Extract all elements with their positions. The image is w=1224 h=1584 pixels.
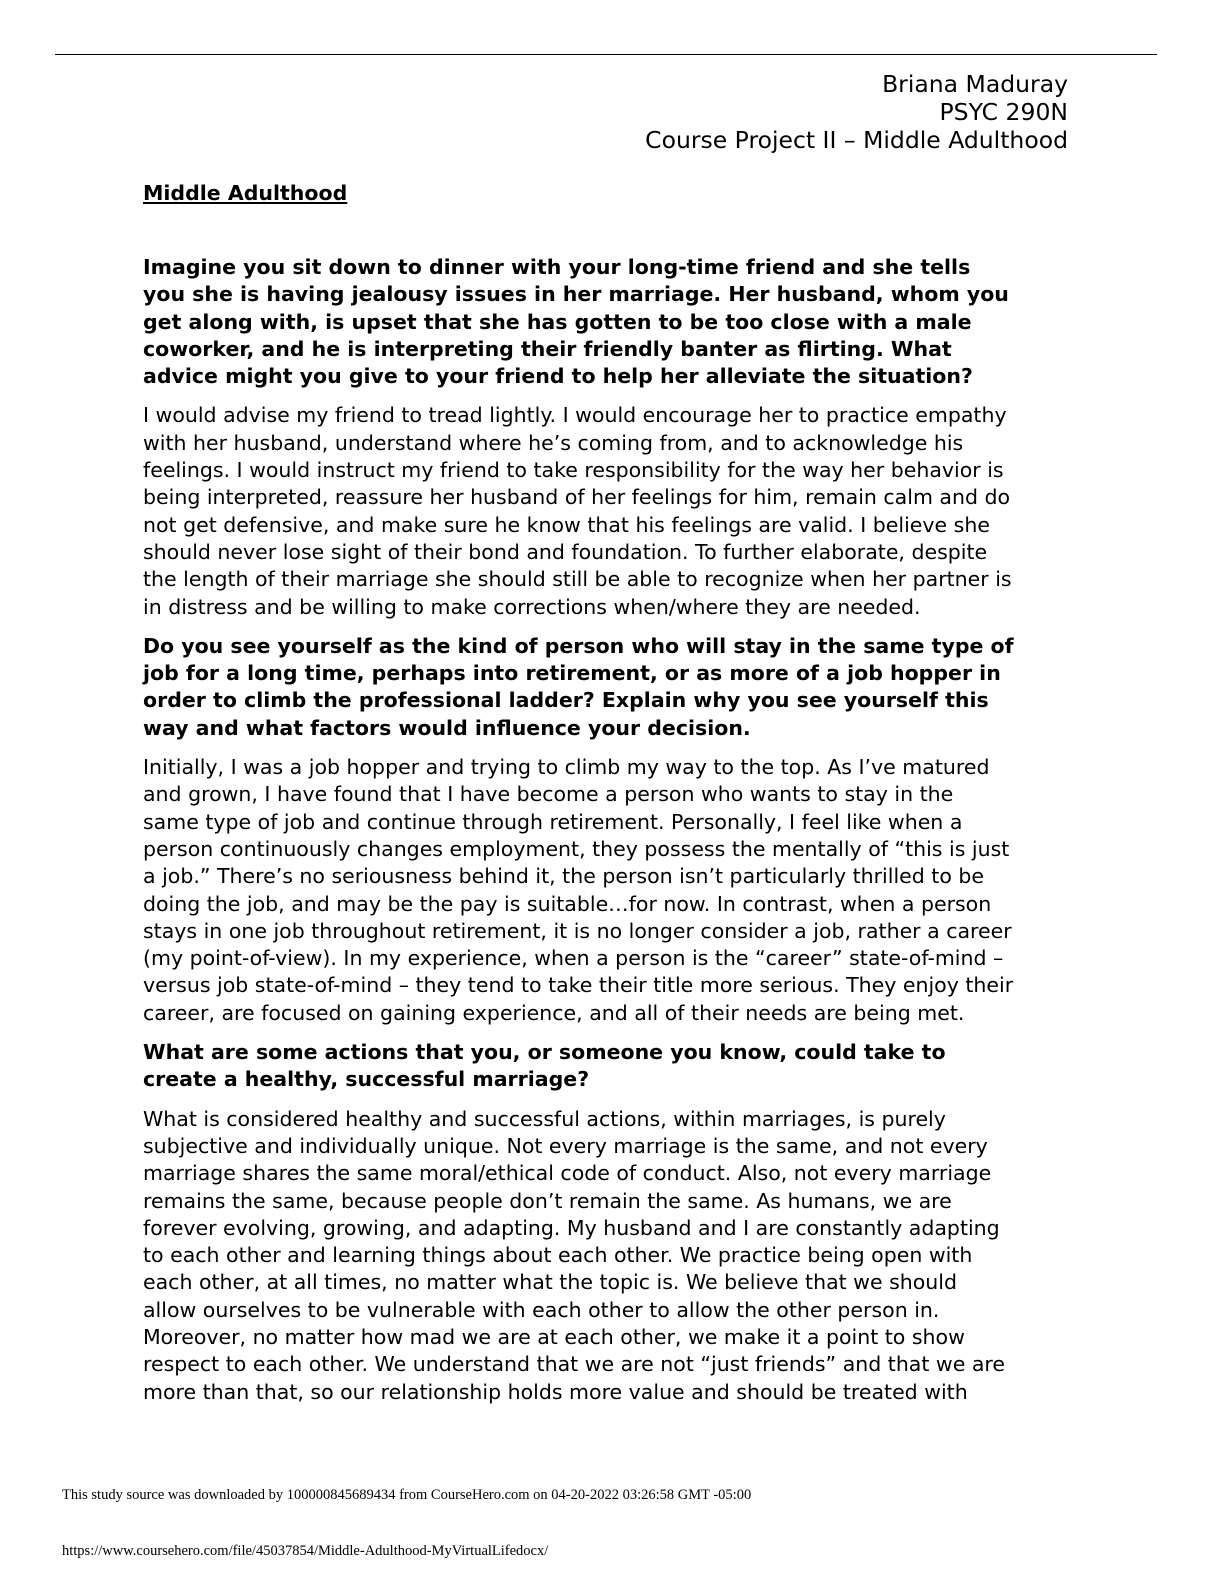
- answer-line: Moreover, no matter how mad we are at each other, we make it a point to show: [143, 1324, 965, 1349]
- answer-3: [143, 1106, 1073, 1406]
- answer-line: respect to each other. We understand that we are not “just friends” and that we are: [143, 1352, 1005, 1377]
- answer-line: person continuously changes employment, they possess the mentally of “this is just: [143, 836, 1010, 861]
- source-url-link[interactable]: https://www.coursehero.com/file/45037854/Middle-Adulthood-MyVirtualLifedocx/: [62, 1543, 549, 1559]
- question-line: way and what factors would influence your decision.: [143, 715, 751, 740]
- answer-line: remains the same, because people don’t remain the same. As humans, we are: [143, 1188, 952, 1213]
- answer-line: same type of job and continue through retirement. Personally, I feel like when a: [143, 809, 963, 834]
- question-line: get along with, is upset that she has gotten to be too close with a male: [143, 309, 972, 334]
- answer-line: (my point-of-view). In my experience, when a person is the “career” state-of-mind –: [143, 946, 1004, 971]
- answer-line: doing the job, and may be the pay is suitable…for now. In contrast, when a person: [143, 891, 992, 916]
- answer-line: allow ourselves to be vulnerable with each other to allow the other person in.: [143, 1297, 940, 1322]
- answer-line: to each other and learning things about each other. We practice being open with: [143, 1243, 973, 1268]
- section-title: Middle Adulthood: [143, 181, 348, 205]
- answer-line: a job.” There’s no seriousness behind it, the person isn’t particularly thrilled to be: [143, 864, 985, 889]
- answer-line: with her husband, understand where he’s coming from, and to acknowledge his: [143, 430, 964, 455]
- answer-line: I would advise my friend to tread lightly. I would encourage her to practice empathy: [143, 403, 1007, 428]
- answer-line: marriage shares the same moral/ethical code of conduct. Also, not every marriage: [143, 1161, 992, 1186]
- answer-line: each other, at all times, no matter what the topic is. We believe that we should: [143, 1270, 957, 1295]
- document-header: [645, 70, 1068, 154]
- answer-line: being interpreted, reassure her husband of her feelings for him, remain calm and do: [143, 485, 1011, 510]
- question-line: Do you see yourself as the kind of person who will stay in the same type of: [143, 633, 1014, 658]
- answer-line: subjective and individually unique. Not every marriage is the same, and not every: [143, 1133, 988, 1158]
- author-name: Briana Maduray: [882, 70, 1068, 98]
- question-line: What are some actions that you, or someone you know, could take to: [143, 1040, 946, 1065]
- download-source-notice: This study source was downloaded by 100000845689434 from CourseHero.com on 04-20-2022 03:26:58 GMT -05:00: [62, 1487, 752, 1503]
- question-2: [143, 633, 1073, 742]
- answer-line: more than that, so our relationship holds more value and should be treated with: [143, 1379, 968, 1404]
- answer-line: What is considered healthy and successful actions, within marriages, is purely: [143, 1106, 946, 1131]
- question-line: job for a long time, perhaps into retirement, or as more of a job hopper in: [143, 661, 1001, 686]
- answer-line: career, are focused on gaining experience, and all of their needs are being met.: [143, 1000, 965, 1025]
- course-code: PSYC 290N: [939, 98, 1068, 126]
- answer-line: in distress and be willing to make corrections when/where they are needed.: [143, 594, 921, 619]
- question-line: coworker, and he is interpreting their friendly banter as flirting. What: [143, 336, 952, 361]
- answer-line: forever evolving, growing, and adapting. My husband and I are constantly adapting: [143, 1215, 1000, 1240]
- question-line: create a healthy, successful marriage?: [143, 1067, 590, 1092]
- answer-2: [143, 754, 1073, 1027]
- question-line: you she is having jealousy issues in her marriage. Her husband, whom you: [143, 282, 1009, 307]
- project-title: Course Project II – Middle Adulthood: [645, 126, 1068, 154]
- answer-line: the length of their marriage she should still be able to recognize when her partner is: [143, 567, 1012, 592]
- question-line: order to climb the professional ladder? Explain why you see yourself this: [143, 688, 989, 713]
- answer-line: should never lose sight of their bond and foundation. To further elaborate, despite: [143, 539, 988, 564]
- answer-line: and grown, I have found that I have become a person who wants to stay in the: [143, 782, 954, 807]
- answer-line: feelings. I would instruct my friend to take responsibility for the way her behavior is: [143, 458, 1004, 483]
- question-3: [143, 1039, 1073, 1094]
- answer-line: Initially, I was a job hopper and trying to climb my way to the top. As I’ve matured: [143, 755, 990, 780]
- answer-line: not get defensive, and make sure he know that his feelings are valid. I believe she: [143, 512, 990, 537]
- document-body: [143, 180, 1073, 1406]
- top-divider: [55, 54, 1157, 55]
- answer-1: [143, 402, 1073, 620]
- answer-line: stays in one job throughout retirement, it is no longer consider a job, rather a career: [143, 918, 1012, 943]
- question-line: Imagine you sit down to dinner with your long-time friend and she tells: [143, 255, 971, 279]
- answer-line: versus job state-of-mind – they tend to take their title more serious. They enjoy their: [143, 973, 1014, 998]
- question-1: [143, 254, 1073, 390]
- question-line: advice might you give to your friend to help her alleviate the situation?: [143, 364, 973, 389]
